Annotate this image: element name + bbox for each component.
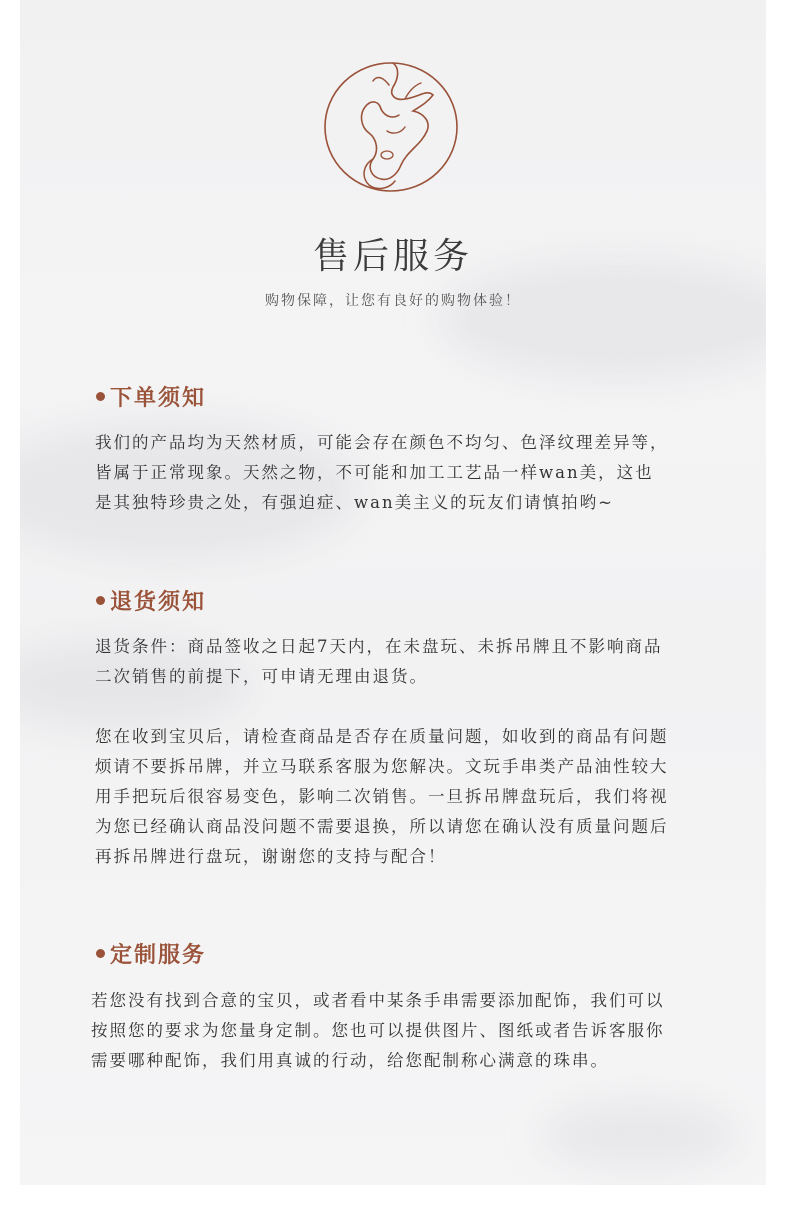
page-subtitle: 购物保障，让您有良好的购物体验！ [265,293,521,309]
section-paragraph [91,986,665,1076]
paragraph-line: 您在收到宝贝后，请检查商品是否存在质量问题，如收到的商品有问题 [95,727,669,746]
section-heading-label: 退货须知 [110,589,207,615]
section-heading-custom-service [96,938,206,969]
paragraph-line: 烦请不要拆吊牌，并立马联系客服为您解决。文玩手串类产品油性较大 [95,757,669,776]
bullet-dot-icon [96,949,105,958]
paragraph-line: 为您已经确认商品没问题不需要退换，所以请您在确认没有质量问题后 [95,817,669,836]
paragraph-line: 再拆吊牌进行盘玩，谢谢您的支持与配合！ [95,847,447,866]
page-title: 售后服务 [312,236,473,277]
section-paragraph [95,428,669,518]
paragraph-line: 皆属于正常现象。天然之物，不可能和加工工艺品一样wan美，这也 [95,463,654,482]
paragraph-line: 退货条件：商品签收之日起7天内，在未盘玩、未拆吊牌且不影响商品 [95,637,663,656]
paragraph-line: 用手把玩后很容易变色，影响二次销售。一旦拆吊牌盘玩后，我们将视 [95,787,669,806]
bullet-dot-icon [96,596,105,605]
paragraph-line: 我们的产品均为天然材质，可能会存在颜色不均匀、色泽纹理差异等， [95,433,669,452]
paragraph-line: 二次销售的前提下，可申请无理由退货。 [95,667,428,686]
buddha-hand-mudra-icon [323,55,459,195]
section-paragraph [95,632,663,692]
bullet-dot-icon [96,392,105,401]
section-heading-label: 下单须知 [110,385,207,411]
section-heading-label: 定制服务 [110,942,207,968]
section-paragraph [95,722,669,872]
paragraph-line: 需要哪种配饰，我们用真诚的行动，给您配制称心满意的珠串。 [91,1051,609,1070]
paragraph-line: 若您没有找到合意的宝贝，或者看中某条手串需要添加配饰，我们可以 [91,991,665,1010]
paragraph-line: 按照您的要求为您量身定制。您也可以提供图片、图纸或者告诉客服你 [91,1021,665,1040]
content-panel [20,0,766,1185]
section-heading-order-notice [96,381,206,412]
paragraph-line: 是其独特珍贵之处，有强迫症、wan美主义的玩友们请慎拍哟~ [95,493,614,512]
section-heading-return-notice [96,585,206,616]
ink-wash-decoration [540,1100,740,1170]
